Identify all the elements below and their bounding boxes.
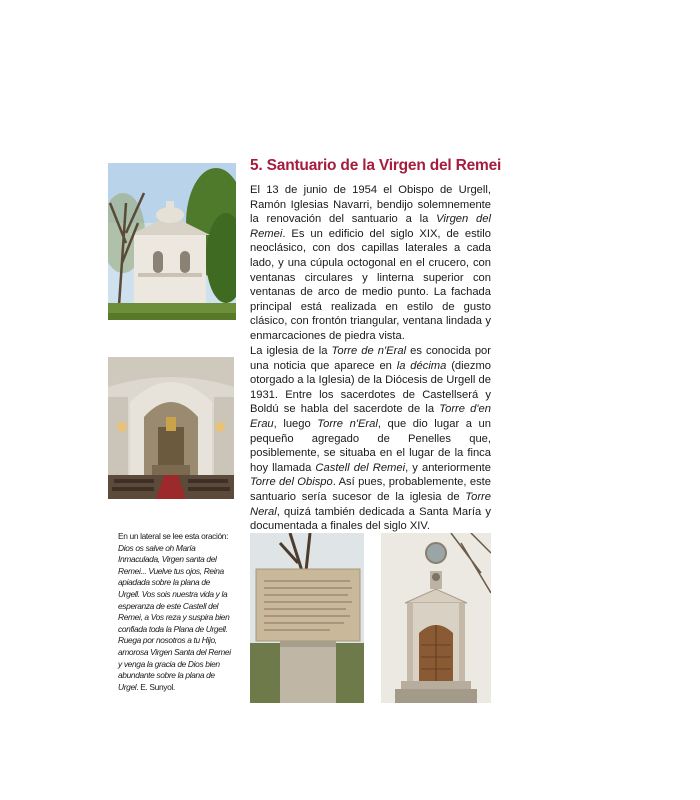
stone-plaque-photo <box>250 533 364 703</box>
caption-intro: En un lateral se lee esta oración: <box>118 531 229 541</box>
text-span: (diezmo otorgado a la Iglesia) de la Diócesis de Urgell de 1931. Entre los sacerdotes de Castellserá y Boldú se habla del sacerdote de la <box>250 359 491 416</box>
italic-span: Torre del Obispo <box>250 476 333 489</box>
text-span: , que dio lugar a un pequeño agregado de Penelles que, posiblemente, se situaba en el lugar de la finca hoy llamada <box>250 417 492 474</box>
church-door-photo <box>381 533 491 703</box>
italic-span: Castell del Remei <box>315 461 406 474</box>
italic-span: la décima <box>396 359 447 372</box>
church-interior-image <box>108 357 234 499</box>
church-door-image <box>381 533 491 703</box>
caption-prayer: Dios os salve oh María Inmaculada, Virgen santa del Remei... Vuelve tus ojos, Reina apiadada sobre la plana de Urgell. Vos sois nuestra vida y la esperanza de este Castell del Remei, a Vos reza y suspira bien confiada toda la Plana de Urgell. Ruega por nosotros a tu Hijo, amorosa Virgen Santa del Remei y venga la gracia de Dios bien abundante sobre la plana de Urgel <box>118 542 231 692</box>
text-span: , luego <box>273 417 318 430</box>
italic-span: Torre n'Eral <box>317 417 378 430</box>
text-span: El 13 de junio de 1954 el Obispo de Urgell, Ramón Iglesias Navarri, bendijo solemnemente la renovación del santuario a la <box>250 184 491 226</box>
text-span: La iglesia de la <box>250 345 332 357</box>
caption-author: . E. Sunyol. <box>136 681 175 692</box>
text-span: , quizá también dedicada a Santa María y documentada a finales del siglo XIV. <box>250 505 491 533</box>
italic-span: Torre Neral <box>250 490 491 518</box>
text-span: , y anteriormente <box>405 461 492 474</box>
text-span: . Así pues, probablemente, este santuario sería sucesor de la iglesia de <box>250 476 491 503</box>
italic-span: Virgen del Remei <box>250 213 491 240</box>
italic-span: Torre de n'Eral <box>331 345 407 357</box>
paragraph-history <box>250 344 491 534</box>
church-exterior-photo <box>108 163 236 320</box>
church-exterior-image <box>108 163 236 320</box>
paragraph-intro <box>250 183 491 344</box>
text-span: . Es un edificio del siglo XIX, de estilo neoclásico, con dos capillas laterales a cada lado, y una cúpula octogonal en el crucero, con ventanas circulares y linterna superior con ventanas de arco de medio punto. La fachada principal está realizada en estilo de gusto clásico, con frontón triangular, ventana lindada y enmarcaciones de piedra vista. <box>250 227 491 342</box>
prayer-caption <box>118 531 232 693</box>
church-interior-photo <box>108 357 234 499</box>
italic-span: Torre d'en Erau <box>250 403 491 430</box>
stone-plaque-image <box>250 533 364 703</box>
section-title: 5. Santuario de la Virgen del Remei <box>250 157 502 174</box>
text-span: es conocida por una noticia que aparece en <box>250 345 491 372</box>
